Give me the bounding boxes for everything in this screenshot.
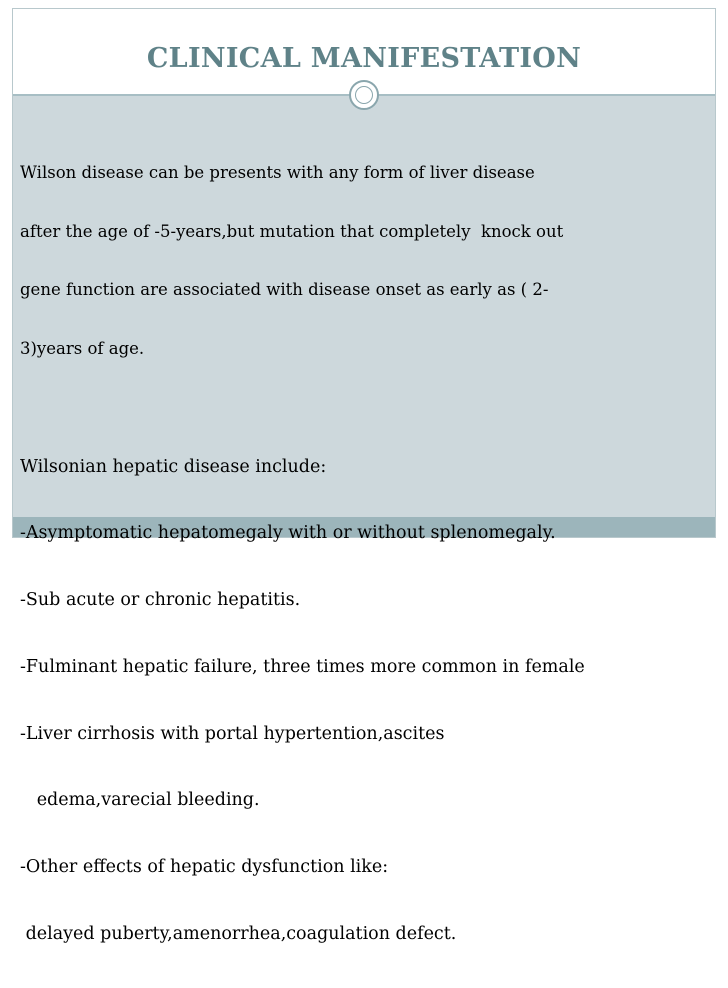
intro-line: 3)years of age. <box>20 338 145 358</box>
intro-line: after the age of -5-years,but mutation that completely knock out <box>20 221 564 241</box>
list-item: -Fulminant hepatic failure, three times more common in female <box>20 656 585 677</box>
list-heading: Wilsonian hepatic disease include: <box>20 456 327 477</box>
list-item-continuation: delayed puberty,amenorrhea,coagulation defect. <box>20 923 457 944</box>
intro-line: gene function are associated with disease onset as early as ( 2- <box>20 280 549 299</box>
list-item: -Liver cirrhosis with portal hypertention,ascites <box>20 723 445 744</box>
intro-paragraph <box>20 124 710 397</box>
slide-title: CLINICAL MANIFESTATION <box>146 43 582 74</box>
slide-body <box>20 124 710 988</box>
list-item: -Sub acute or chronic hepatitis. <box>20 590 301 611</box>
intro-line: Wilson disease can be presents with any form of liver disease <box>20 163 535 182</box>
list-item: -Asymptomatic hepatomegaly with or without splenomegaly. <box>20 523 556 544</box>
list-item-continuation: edema,varecial bleeding. <box>20 790 260 811</box>
hepatic-disease-list <box>20 413 710 988</box>
list-item: -Other effects of hepatic dysfunction like: <box>20 857 389 878</box>
inner-circle-icon <box>355 86 373 104</box>
circle-ornament-icon <box>349 80 379 110</box>
